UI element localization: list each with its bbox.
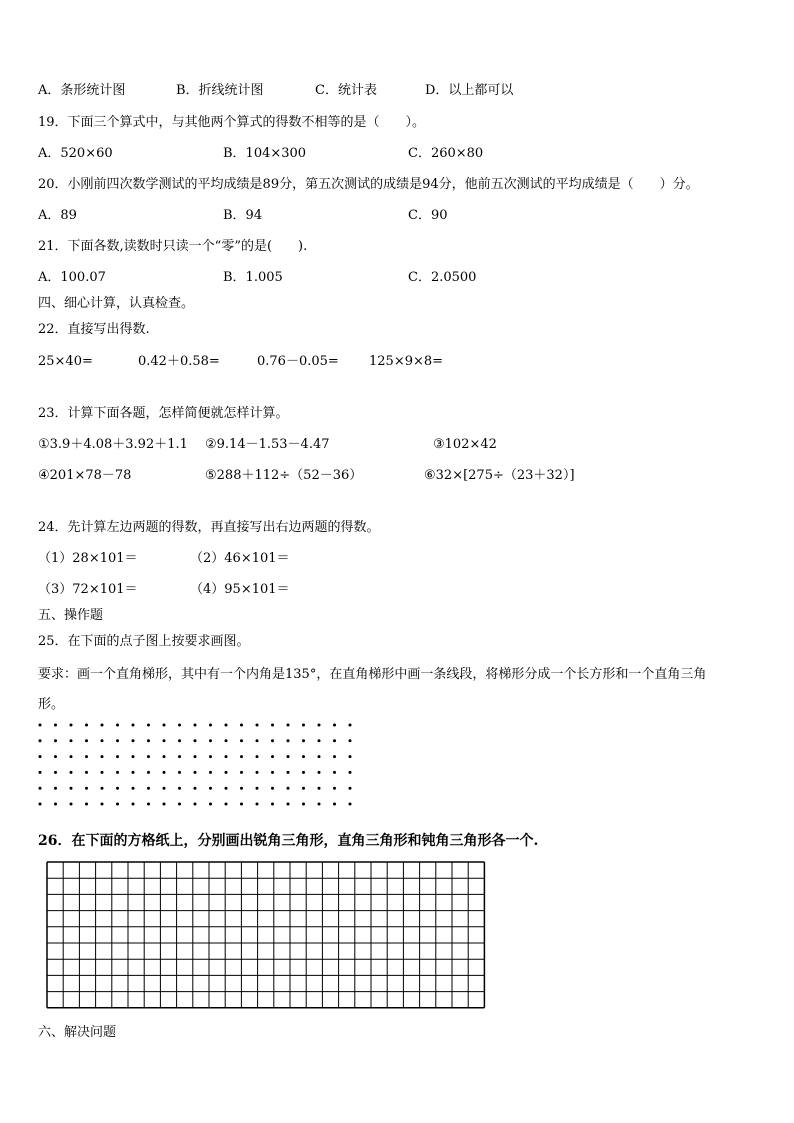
grid-dot [132,724,135,727]
grid-dot [287,787,290,790]
grid-dot [70,771,73,774]
q21-option-b: B．1.005 [223,270,283,285]
grid-dot [116,787,119,790]
grid-dot [271,771,274,774]
grid-dot [163,771,166,774]
grid-dot [178,771,181,774]
grid-dot [302,787,305,790]
grid-dot [163,755,166,758]
grid-dot [333,771,336,774]
q23-item-1: ①3.9＋4.08＋3.92＋1.1 [38,437,188,452]
q25-requirement-cont: 形。 [38,697,65,712]
grid-dot [209,724,212,727]
grid-dot [54,771,57,774]
grid-dot [39,724,42,727]
grid-dot [256,739,259,742]
grid-dot [194,803,197,806]
grid-dot [194,787,197,790]
grid-dot [349,787,352,790]
q20-option-a: A．89 [38,208,77,223]
grid-dot [271,739,274,742]
grid-dot [287,755,290,758]
grid-dot [225,803,228,806]
grid-dot [85,771,88,774]
grid-dot [209,803,212,806]
grid-dot [101,803,104,806]
section5-title: 五、操作题 [38,608,104,623]
grid-dot [147,771,150,774]
grid-dot [318,771,321,774]
grid-dot [132,803,135,806]
grid-dot [287,739,290,742]
grid-dot [39,771,42,774]
grid-dot [209,739,212,742]
grid-dot [349,803,352,806]
grid-dot [101,755,104,758]
q20-stem: 20．小刚前四次数学测试的平均成绩是89分，第五次测试的成绩是94分，他前五次测试的平均成绩是（ ）分。 [38,177,699,192]
grid-dot [271,803,274,806]
grid-dot [101,787,104,790]
grid-dot [240,755,243,758]
grid-dot [240,739,243,742]
q25-stem: 25．在下面的点子图上按要求画图。 [38,634,250,649]
grid-dot [333,803,336,806]
section6-title: 六、解决问题 [38,1025,117,1040]
grid-dot [194,739,197,742]
grid-dot [85,755,88,758]
q23-stem: 23．计算下面各题，怎样简便就怎样计算。 [38,406,289,421]
grid-dot [39,803,42,806]
grid-dot [302,739,305,742]
q22-item-1: 25×40= [38,354,93,369]
q22-item-2: 0.42＋0.58= [138,354,220,369]
grid-dot [178,755,181,758]
square-grid[interactable] [46,861,486,1015]
q22-item-3: 0.76－0.05= [257,354,339,369]
grid-dot [225,771,228,774]
grid-dot [147,739,150,742]
dot-grid[interactable] [38,722,358,822]
grid-dot [240,771,243,774]
grid-dot [287,724,290,727]
grid-dot [54,755,57,758]
grid-dot [70,803,73,806]
grid-dot [287,803,290,806]
grid-dot [54,739,57,742]
grid-dot [225,755,228,758]
grid-dot [271,755,274,758]
grid-dot [116,803,119,806]
grid-dot [240,803,243,806]
grid-dot [349,739,352,742]
grid-dot [225,787,228,790]
grid-dot [318,739,321,742]
grid-dot [132,787,135,790]
q18-option-a: A．条形统计图 [38,83,126,98]
grid-dot [256,724,259,727]
grid-dot [54,803,57,806]
grid-dot [39,739,42,742]
grid-dot [349,755,352,758]
grid-dot [163,787,166,790]
grid-dot [256,771,259,774]
grid-dot [318,787,321,790]
grid-dot [39,755,42,758]
q23-item-5: ⑤288＋112÷（52－36） [205,468,363,483]
grid-dot [349,771,352,774]
grid-dot [163,739,166,742]
grid-dot [147,803,150,806]
grid-dot [85,803,88,806]
q24-item-3: （3）72×101＝ [38,582,138,597]
grid-dot [116,724,119,727]
grid-dot [147,787,150,790]
grid-dot [132,755,135,758]
q21-option-c: C．2.0500 [408,270,477,285]
q24-item-1: （1）28×101＝ [38,551,138,566]
grid-dot [85,787,88,790]
grid-dot [333,787,336,790]
q19-stem: 19．下面三个算式中，与其他两个算式的得数不相等的是（ ）。 [38,115,426,130]
grid-dot [194,771,197,774]
grid-dot [333,739,336,742]
q18-option-c: C．统计表 [315,83,377,98]
grid-dot [287,771,290,774]
q18-option-b: B．折线统计图 [176,83,264,98]
grid-dot [302,771,305,774]
grid-dot [349,724,352,727]
grid-dot [256,803,259,806]
q19-option-c: C．260×80 [408,146,484,161]
q23-item-3: ③102×42 [433,437,497,452]
grid-dot [318,803,321,806]
q24-item-2: （2）46×101＝ [190,551,290,566]
q19-option-a: A．520×60 [38,146,113,161]
grid-dot [178,724,181,727]
grid-dot [178,787,181,790]
grid-dot [116,755,119,758]
q22-item-4: 125×9×8= [369,354,444,369]
q21-option-a: A．100.07 [38,270,106,285]
q21-stem: 21．下面各数,读数时只读一个“零”的是( ). [38,239,308,254]
q20-option-c: C．90 [408,208,448,223]
grid-dot [256,755,259,758]
grid-dot [70,787,73,790]
grid-dot [318,755,321,758]
grid-dot [116,771,119,774]
grid-dot [178,803,181,806]
grid-dot [302,803,305,806]
grid-dot [240,787,243,790]
grid-dot [194,724,197,727]
grid-dot [178,739,181,742]
grid-dot [39,787,42,790]
grid-dot [132,771,135,774]
grid-dot [54,787,57,790]
grid-dot [302,724,305,727]
section4-title: 四、细心计算，认真检查。 [38,296,195,311]
q25-requirement: 要求：画一个直角梯形，其中有一个内角是135°，在直角梯形中画一条线段，将梯形分成一个长方形和一个直角三角 [38,667,707,682]
grid-dot [209,787,212,790]
grid-dot [54,724,57,727]
grid-dot [333,724,336,727]
grid-dot [163,803,166,806]
grid-dot [225,724,228,727]
grid-dot [318,724,321,727]
grid-dot [132,739,135,742]
grid-dot [70,755,73,758]
grid-dot [101,771,104,774]
grid-dot [240,724,243,727]
q23-item-2: ②9.14－1.53－4.47 [205,437,330,452]
grid-dot [333,755,336,758]
grid-dot [256,787,259,790]
grid-dot [116,739,119,742]
grid-dot [225,739,228,742]
grid-dot [85,739,88,742]
q23-item-6: ⑥32×[275÷（23＋32）] [424,468,575,483]
grid-dot [209,771,212,774]
q23-item-4: ④201×78－78 [38,468,132,483]
grid-dot [271,787,274,790]
grid-dot [85,724,88,727]
grid-dot [271,724,274,727]
q19-option-b: B．104×300 [223,146,307,161]
grid-dot [101,724,104,727]
grid-dot [302,755,305,758]
grid-dot [101,739,104,742]
q24-stem: 24．先计算左边两题的得数，再直接写出右边两题的得数。 [38,520,380,535]
q22-stem: 22．直接写出得数. [38,322,150,337]
grid-dot [147,724,150,727]
q26-stem: 26．在下面的方格纸上，分别画出锐角三角形，直角三角形和钝角三角形各一个. [38,833,539,849]
q18-option-d: D．以上都可以 [425,83,514,98]
grid-dot [70,724,73,727]
q24-item-4: （4）95×101＝ [190,582,290,597]
grid-dot [209,755,212,758]
grid-dot [147,755,150,758]
q20-option-b: B．94 [223,208,263,223]
grid-dot [163,724,166,727]
grid-dot [194,755,197,758]
grid-dot [70,739,73,742]
